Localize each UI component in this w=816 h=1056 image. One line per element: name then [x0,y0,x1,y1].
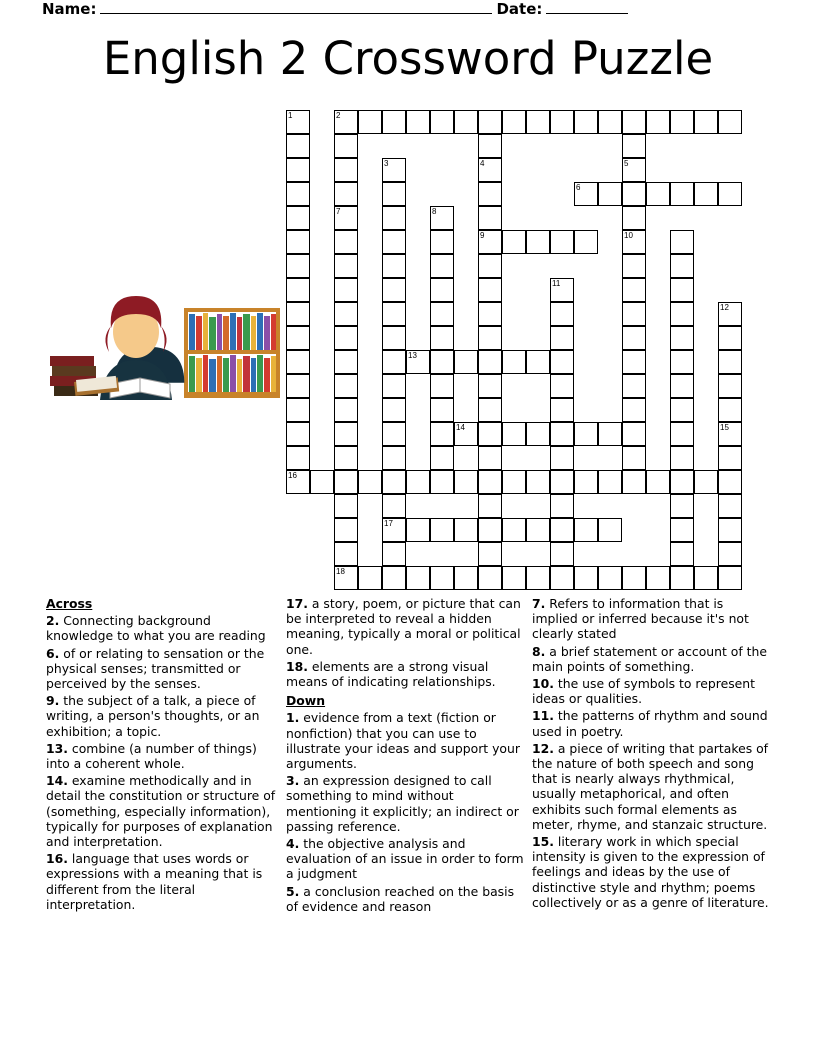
clue-text: an expression designed to call something to mind without mentioning it explicitly; an indirect or passing reference. [286,773,519,834]
cell-number: 17 [384,519,393,528]
crossword-cell[interactable] [622,374,646,398]
crossword-cell[interactable] [718,566,742,590]
crossword-cell[interactable] [406,518,430,542]
crossword-cell[interactable] [574,230,598,254]
crossword-cell[interactable] [670,422,694,446]
crossword-cell[interactable] [550,110,574,134]
clue-number: 1. [286,710,300,726]
crossword-cell[interactable] [670,254,694,278]
clue-number: 13. [46,740,68,756]
crossword-cell[interactable] [526,470,550,494]
crossword-cell[interactable] [622,254,646,278]
cell-number: 3 [384,159,389,168]
crossword-cell[interactable] [478,494,502,518]
crossword-cell[interactable] [286,350,310,374]
clue-number: 12. [532,740,554,756]
crossword-cell[interactable] [622,302,646,326]
crossword-cell[interactable] [430,470,454,494]
crossword-cell[interactable] [718,422,742,446]
crossword-cell[interactable] [454,110,478,134]
crossword-cell[interactable] [382,326,406,350]
clue-text: literary work in which special intensity is given to the expression of feelings and ideas by the use of distinctive style and rhythm; poems collectively or as a genre of literature. [532,834,769,910]
crossword-cell[interactable] [718,326,742,350]
crossword-cell[interactable] [550,422,574,446]
crossword-cell[interactable] [430,422,454,446]
crossword-cell[interactable] [574,182,598,206]
clue-item [532,741,772,832]
clue-text: a story, poem, or picture that can be interpreted to reveal a hidden meaning, typically a moral or political one. [286,596,521,657]
date-label: Date: [496,0,543,18]
crossword-cell[interactable] [334,326,358,350]
crossword-cell[interactable] [550,398,574,422]
crossword-cell[interactable] [718,182,742,206]
clue-text: examine methodically and in detail the constitution or structure of (something, especially information), typically for purposes of explanation and interpretation. [46,773,276,850]
clue-item [286,659,526,689]
clue-text: Connecting background knowledge to what you are reading [46,613,266,644]
crossword-cell[interactable] [670,182,694,206]
crossword-cell[interactable] [334,254,358,278]
clue-number: 7. [532,596,546,611]
cell-number: 10 [624,231,633,240]
crossword-cell[interactable] [286,254,310,278]
crossword-cell[interactable] [478,230,502,254]
crossword-cell[interactable] [502,110,526,134]
clue-item [286,773,526,834]
crossword-cell[interactable] [310,470,334,494]
crossword-grid-wrapper [286,110,744,592]
clue-text: evidence from a text (fiction or nonfiction) that you can use to illustrate your ideas and support your arguments. [286,710,520,772]
crossword-cell[interactable] [382,518,406,542]
crossword-cell[interactable] [286,302,310,326]
crossword-cell[interactable] [670,518,694,542]
name-blank-line[interactable] [100,0,492,14]
crossword-cell[interactable] [550,278,574,302]
clue-text: a conclusion reached on the basis of evidence and reason [286,883,515,914]
clue-text: the use of symbols to represent ideas or qualities. [532,676,755,707]
crossword-cell[interactable] [478,374,502,398]
crossword-cell[interactable] [478,350,502,374]
crossword-cell[interactable] [358,566,382,590]
clue-item [532,644,772,674]
crossword-cell[interactable] [598,518,622,542]
cell-number: 14 [456,423,465,432]
clue-text: of or relating to sensation or the physical senses; transmitted or perceived by the senses. [46,645,265,692]
crossword-cell[interactable] [550,230,574,254]
crossword-cell[interactable] [670,470,694,494]
crossword-cell[interactable] [670,374,694,398]
clue-item [532,708,772,738]
crossword-cell[interactable] [550,302,574,326]
crossword-cell[interactable] [694,566,718,590]
crossword-cell[interactable] [334,518,358,542]
crossword-cell[interactable] [718,350,742,374]
clue-column-1 [46,596,281,914]
crossword-cell[interactable] [622,446,646,470]
crossword-cell[interactable] [382,110,406,134]
crossword-cell[interactable] [382,182,406,206]
crossword-cell[interactable] [478,134,502,158]
date-blank-line[interactable] [546,0,628,14]
crossword-cell[interactable] [430,302,454,326]
cell-number: 11 [552,279,561,288]
crossword-cell[interactable] [382,542,406,566]
crossword-cell[interactable] [382,230,406,254]
clue-number: 10. [532,676,554,692]
crossword-cell[interactable] [430,566,454,590]
crossword-cell[interactable] [286,206,310,230]
crossword-cell[interactable] [286,446,310,470]
crossword-cell[interactable] [334,302,358,326]
crossword-cell[interactable] [718,470,742,494]
crossword-cell[interactable] [286,158,310,182]
crossword-cell[interactable] [670,110,694,134]
crossword-cell[interactable] [382,206,406,230]
clue-item [532,596,772,642]
across-clues-part2 [286,596,526,689]
clue-column-3 [532,596,772,912]
crossword-cell[interactable] [646,566,670,590]
crossword-cell[interactable] [622,230,646,254]
clue-text: a piece of writing that partakes of the nature of both speech and song that is nearly always rhythmical, usually metaphorical, and often exhibits such formal elements as meter, rhyme, and stanzaic structure. [532,740,769,832]
crossword-cell[interactable] [334,206,358,230]
crossword-cell[interactable] [406,470,430,494]
cell-number: 1 [288,111,293,120]
crossword-cell[interactable] [334,470,358,494]
crossword-cell[interactable] [622,470,646,494]
clue-item [286,836,526,882]
crossword-cell[interactable] [502,566,526,590]
page-title: English 2 Crossword Puzzle [102,32,714,85]
crossword-cell[interactable] [430,110,454,134]
crossword-cell[interactable] [622,350,646,374]
crossword-cell[interactable] [670,494,694,518]
crossword-cell[interactable] [550,350,574,374]
crossword-cell[interactable] [478,110,502,134]
clue-item [286,596,526,657]
crossword-cell[interactable] [334,182,358,206]
clue-number: 8. [532,643,546,659]
crossword-cell[interactable] [286,182,310,206]
crossword-cell[interactable] [334,134,358,158]
clue-text: a brief statement or account of the main points of something. [532,643,768,674]
crossword-cell[interactable] [382,374,406,398]
crossword-cell[interactable] [478,422,502,446]
crossword-cell[interactable] [406,350,430,374]
cell-number: 16 [288,471,297,480]
crossword-cell[interactable] [478,446,502,470]
crossword-cell[interactable] [550,518,574,542]
crossword-cell[interactable] [550,470,574,494]
crossword-cell[interactable] [358,470,382,494]
crossword-cell[interactable] [550,494,574,518]
crossword-cell[interactable] [334,278,358,302]
crossword-cell[interactable] [286,422,310,446]
crossword-cell[interactable] [382,302,406,326]
crossword-cell[interactable] [334,158,358,182]
crossword-cell[interactable] [286,326,310,350]
crossword-cell[interactable] [286,134,310,158]
across-heading: Across [46,596,93,611]
crossword-cell[interactable] [718,110,742,134]
crossword-cell[interactable] [334,230,358,254]
crossword-cell[interactable] [478,254,502,278]
cell-number: 12 [720,303,729,312]
crossword-cell[interactable] [622,158,646,182]
clue-item [46,646,281,692]
clue-item [46,741,281,771]
crossword-cell[interactable] [430,278,454,302]
clue-number: 15. [532,834,554,850]
cell-number: 6 [576,183,581,192]
crossword-cell[interactable] [622,566,646,590]
name-label: Name: [42,0,97,18]
crossword-cell[interactable] [478,398,502,422]
clue-text: elements are a strong visual means of indicating relationships. [286,658,496,690]
clue-text: the subject of a talk, a piece of writing, a person's thoughts, or an exhibition; a topic. [46,693,260,739]
crossword-cell[interactable] [454,350,478,374]
across-clues-part1 [46,613,281,912]
crossword-cell[interactable] [406,566,430,590]
crossword-cell[interactable] [454,518,478,542]
crossword-cell[interactable] [622,398,646,422]
cell-number: 8 [432,207,437,216]
crossword-cell[interactable] [382,494,406,518]
clue-number: 14. [46,773,68,789]
crossword-cell[interactable] [670,302,694,326]
crossword-cell[interactable] [550,326,574,350]
clue-text: the objective analysis and evaluation of an issue in order to form a judgment [286,836,524,882]
clue-item [46,773,281,849]
crossword-cell[interactable] [718,302,742,326]
crossword-cell[interactable] [526,518,550,542]
crossword-cell[interactable] [598,110,622,134]
crossword-cell[interactable] [670,566,694,590]
crossword-cell[interactable] [718,446,742,470]
crossword-cell[interactable] [478,518,502,542]
crossword-cell[interactable] [382,158,406,182]
crossword-cell[interactable] [694,470,718,494]
crossword-cell[interactable] [526,230,550,254]
crossword-cell[interactable] [334,566,358,590]
down-heading: Down [286,693,326,709]
crossword-cell[interactable] [334,446,358,470]
crossword-cell[interactable] [670,350,694,374]
crossword-cell[interactable] [502,230,526,254]
crossword-cell[interactable] [286,278,310,302]
crossword-cell[interactable] [286,110,310,134]
crossword-cell[interactable] [622,110,646,134]
clue-number: 17. [286,596,308,611]
crossword-cell[interactable] [478,182,502,206]
crossword-cell[interactable] [622,422,646,446]
cell-number: 4 [480,159,485,168]
clue-item [532,676,772,706]
crossword-cell[interactable] [622,278,646,302]
clue-number: 9. [46,693,60,709]
cell-number: 9 [480,231,485,240]
crossword-cell[interactable] [286,374,310,398]
crossword-cell[interactable] [334,110,358,134]
clue-number: 6. [46,645,60,661]
crossword-cell[interactable] [334,542,358,566]
clue-number: 16. [46,851,68,867]
crossword-cell[interactable] [478,470,502,494]
cell-number: 13 [408,351,417,360]
down-clues-part1 [286,710,526,914]
name-date-line [42,0,742,18]
crossword-cell[interactable] [526,350,550,374]
crossword-cell[interactable] [550,542,574,566]
cell-number: 15 [720,423,729,432]
crossword-cell[interactable] [526,566,550,590]
crossword-cell[interactable] [574,566,598,590]
clue-text: the patterns of rhythm and sound used in poetry. [532,708,768,739]
crossword-cell[interactable] [382,278,406,302]
cell-number: 2 [336,111,341,120]
clue-item [46,613,281,643]
crossword-cell[interactable] [454,422,478,446]
crossword-cell[interactable] [574,422,598,446]
clue-number: 4. [286,836,300,852]
crossword-cell[interactable] [430,350,454,374]
crossword-cell[interactable] [406,110,430,134]
crossword-cell[interactable] [718,494,742,518]
crossword-cell[interactable] [694,182,718,206]
crossword-cell[interactable] [574,518,598,542]
crossword-cell[interactable] [622,206,646,230]
crossword-cell[interactable] [718,542,742,566]
crossword-cell[interactable] [670,446,694,470]
crossword-cell[interactable] [430,374,454,398]
clue-item [286,710,526,771]
clue-item [46,693,281,739]
crossword-cell[interactable] [718,398,742,422]
crossword-cell[interactable] [670,278,694,302]
crossword-cell[interactable] [502,350,526,374]
crossword-cell[interactable] [526,110,550,134]
crossword-cell[interactable] [334,350,358,374]
crossword-cell[interactable] [382,470,406,494]
crossword-cell[interactable] [430,326,454,350]
clue-number: 5. [286,883,300,899]
down-clues-part2 [532,596,772,910]
crossword-cell[interactable] [502,470,526,494]
crossword-cell[interactable] [358,110,382,134]
crossword-cell[interactable] [574,110,598,134]
crossword-cell[interactable] [430,254,454,278]
crossword-cell[interactable] [718,518,742,542]
crossword-cell[interactable] [478,566,502,590]
crossword-cell[interactable] [478,326,502,350]
crossword-cell[interactable] [478,302,502,326]
crossword-grid[interactable] [286,110,744,592]
cell-number: 7 [336,207,341,216]
crossword-cell[interactable] [454,470,478,494]
crossword-cell[interactable] [334,398,358,422]
clue-text: combine (a number of things) into a coherent whole. [46,740,257,772]
crossword-cell[interactable] [382,350,406,374]
crossword-cell[interactable] [334,374,358,398]
crossword-cell[interactable] [646,110,670,134]
crossword-cell[interactable] [430,398,454,422]
crossword-cell[interactable] [550,566,574,590]
crossword-cell[interactable] [286,230,310,254]
crossword-cell[interactable] [718,374,742,398]
crossword-cell[interactable] [694,110,718,134]
crossword-cell[interactable] [430,230,454,254]
bookshelf-icon [184,308,280,398]
crossword-cell[interactable] [478,542,502,566]
crossword-cell[interactable] [550,374,574,398]
crossword-cell[interactable] [622,182,646,206]
crossword-cell[interactable] [478,206,502,230]
crossword-cell[interactable] [598,566,622,590]
crossword-cell[interactable] [334,422,358,446]
crossword-cell[interactable] [382,446,406,470]
clue-number: 2. [46,613,60,629]
crossword-cell[interactable] [382,566,406,590]
clue-number: 11. [532,708,554,724]
clue-item [286,884,526,914]
crossword-cell[interactable] [382,398,406,422]
illustration [48,280,284,410]
crossword-cell[interactable] [502,518,526,542]
crossword-cell[interactable] [670,542,694,566]
crossword-cell[interactable] [478,278,502,302]
clue-number: 18. [286,658,308,674]
crossword-cell[interactable] [286,398,310,422]
crossword-cell[interactable] [598,422,622,446]
clue-text: Refers to information that is implied or inferred because it's not clearly stated [532,596,749,642]
crossword-cell[interactable] [502,422,526,446]
crossword-cell[interactable] [598,470,622,494]
crossword-cell[interactable] [334,494,358,518]
crossword-cell[interactable] [598,182,622,206]
crossword-cell[interactable] [622,326,646,350]
crossword-cell[interactable] [454,566,478,590]
crossword-cell[interactable] [526,422,550,446]
crossword-cell[interactable] [646,470,670,494]
clue-item [46,851,281,912]
clue-column-2 [286,596,526,916]
crossword-cell[interactable] [286,470,310,494]
cell-number: 18 [336,567,345,576]
crossword-cell[interactable] [670,398,694,422]
clue-number: 3. [286,773,300,789]
crossword-cell[interactable] [478,158,502,182]
cell-number: 5 [624,159,629,168]
clue-item [532,834,772,910]
crossword-cell[interactable] [382,254,406,278]
crossword-cell[interactable] [670,230,694,254]
crossword-cell[interactable] [430,518,454,542]
crossword-cell[interactable] [430,206,454,230]
crossword-cell[interactable] [670,326,694,350]
crossword-cell[interactable] [382,422,406,446]
crossword-cell[interactable] [646,182,670,206]
crossword-cell[interactable] [550,446,574,470]
clue-text: language that uses words or expressions with a meaning that is different from the literal interpretation. [46,851,263,912]
crossword-cell[interactable] [430,446,454,470]
crossword-cell[interactable] [574,470,598,494]
crossword-cell[interactable] [622,134,646,158]
